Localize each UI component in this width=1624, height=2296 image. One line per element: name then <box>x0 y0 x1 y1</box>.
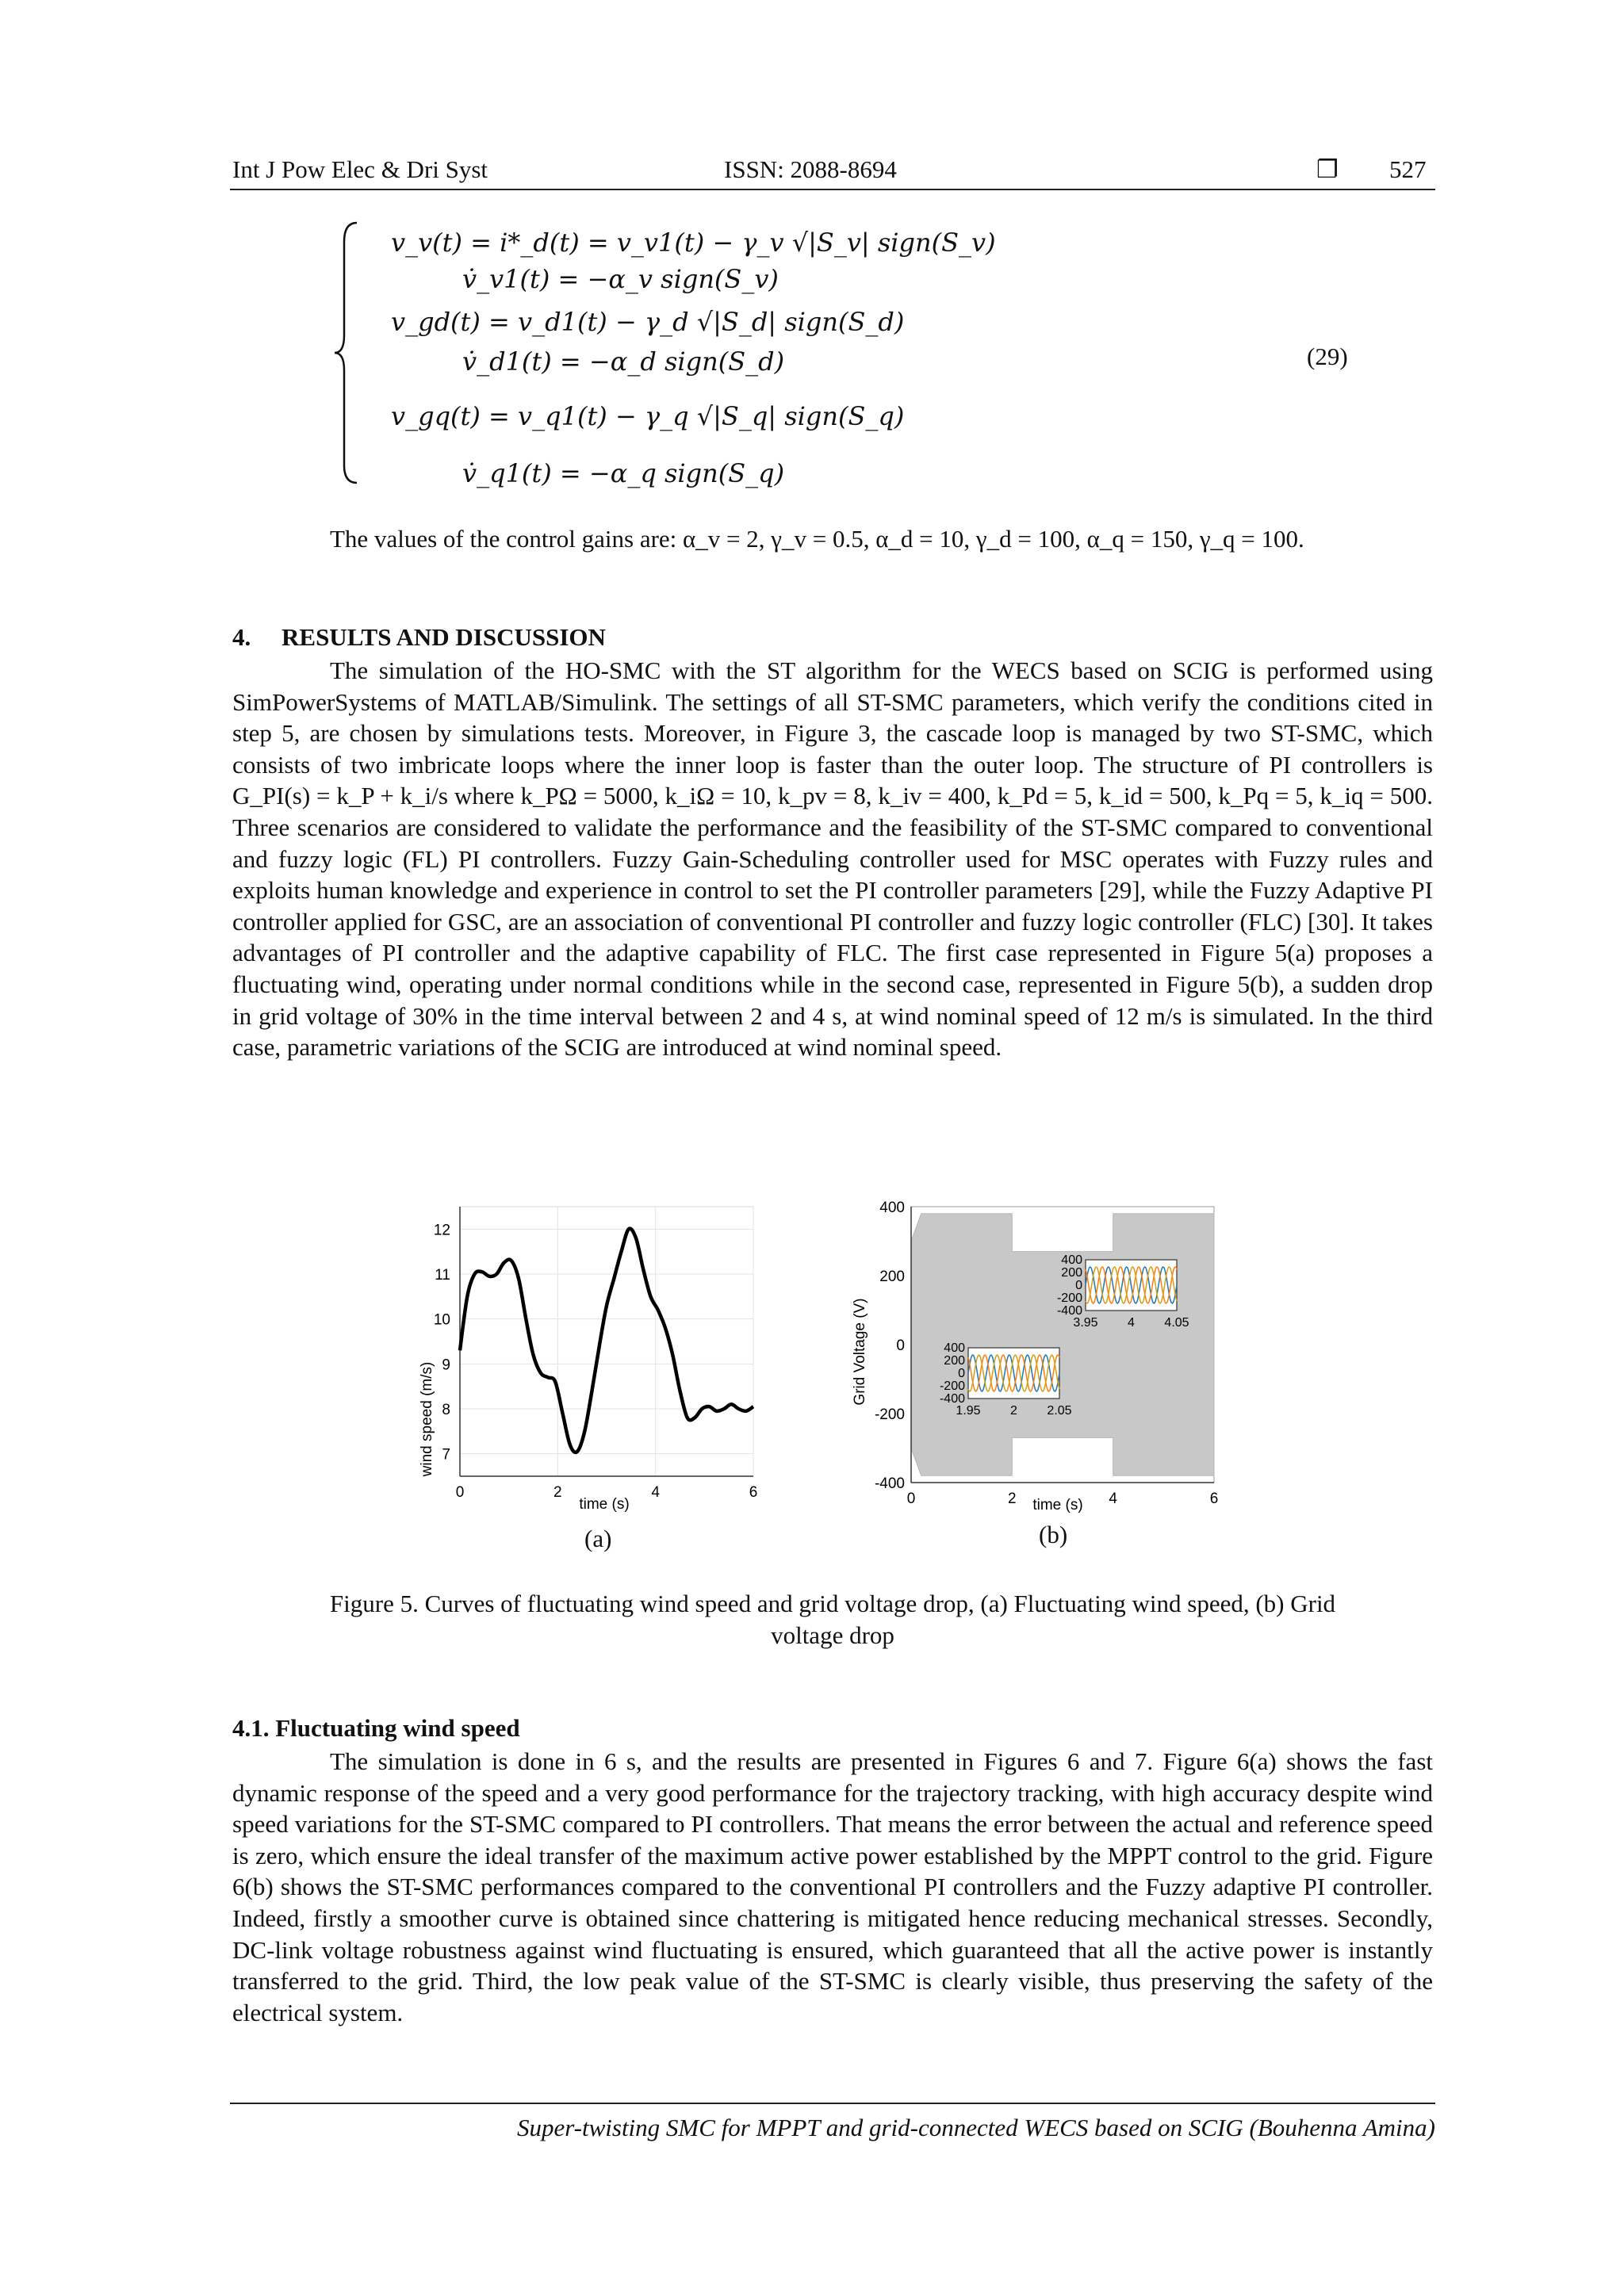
equation-line-2: v̇_v1(t) = −α_v sign(S_v) <box>462 264 779 294</box>
issn: ISSN: 2088-8694 <box>724 155 897 183</box>
wind-speed-y-tick-label: 7 <box>442 1446 450 1464</box>
grid-voltage-y-tick-label: -200 <box>874 1406 905 1423</box>
inset-y-tick-label: 200 <box>944 1354 965 1368</box>
wind-speed-y-tick-label: 12 <box>433 1222 450 1239</box>
equation-number: (29) <box>1307 342 1348 370</box>
wind-speed-x-tick-label: 6 <box>749 1484 758 1501</box>
inset-x-tick-label: 4.05 <box>1164 1316 1189 1330</box>
section-4-title: 4. RESULTS AND DISCUSSION <box>232 623 606 651</box>
wind-speed-x-tick-label: 2 <box>553 1484 562 1501</box>
page-number: 527 <box>1389 155 1427 183</box>
grid-voltage-y-tick-label: -400 <box>874 1475 905 1492</box>
section-4-1-paragraph: The simulation is done in 6 s, and the results are presented in Figures 6 and 7. Figure 6(a) shows the fast dynamic response of the speed and a very good performance for the trajectory tracking, with high accuracy despite wind speed variations for the ST-SMC compared to PI controllers. That means the error between the actual and reference speed is zero, which ensure the ideal transfer of the maximum active power established by the MPPT control to the grid. Figure 6(b) shows the ST-SMC performances compared to the conventional PI controllers and the Fuzzy adaptive PI controller. Indeed, firstly a smoother curve is obtained since chattering is mitigated hence reducing mechanical stresses. Secondly, DC-link voltage robustness against wind fluctuating is ensured, which guaranteed that all the active power is instantly transferred to the grid. Third, the low peak value of the ST-SMC is clearly visible, thus preserving the safety of the electrical system. <box>232 1747 1433 2026</box>
footer-text: Super-twisting SMC for MPPT and grid-connected WECS based on SCIG (Bouhenna Amina) <box>516 2114 1435 2141</box>
wind-speed-x-tick-label: 4 <box>651 1484 660 1501</box>
grid-voltage-x-tick-label: 4 <box>1109 1490 1117 1507</box>
equation-line-3: v_gd(t) = v_d1(t) − γ_d √|S_d| sign(S_d) <box>391 307 905 337</box>
header-rule <box>230 189 1435 190</box>
inset-y-tick-label: 400 <box>1061 1253 1082 1267</box>
panel-a-label: (a) <box>584 1525 612 1552</box>
wind-speed-chart <box>403 1189 776 1514</box>
grid-voltage-plot-group <box>875 1200 1218 1507</box>
grid-voltage-x-tick-label: 2 <box>1008 1490 1017 1507</box>
panel-b-label: (b) <box>1039 1521 1068 1548</box>
box-icon: ❐ <box>1316 155 1339 183</box>
wind-speed-x-tick-label: 0 <box>455 1484 465 1501</box>
inset-y-tick-label: 0 <box>958 1367 965 1380</box>
wind-speed-plot-group <box>434 1207 757 1501</box>
wind-speed-plot-area <box>460 1207 753 1476</box>
grid-voltage-xlabel: time (s) <box>1032 1497 1083 1513</box>
inset-y-tick-label: -400 <box>939 1392 965 1406</box>
grid-voltage-y-tick-label: 0 <box>896 1337 905 1354</box>
gains-sentence: The values of the control gains are: α_v = 2, γ_v = 0.5, α_d = 10, γ_d = 100, α_q = 150, γ_q = 100. <box>330 525 1304 553</box>
grid-voltage-x-tick-label: 0 <box>906 1490 916 1507</box>
footer-rule <box>230 2103 1435 2104</box>
equation-line-5: v_gq(t) = v_q1(t) − γ_q √|S_q| sign(S_q) <box>391 401 905 431</box>
grid-voltage-y-tick-label: 200 <box>879 1269 905 1285</box>
wind-speed-xlabel: time (s) <box>579 1496 630 1513</box>
inset-x-tick-label: 3.95 <box>1073 1316 1098 1330</box>
inset-y-tick-label: 400 <box>944 1341 965 1355</box>
inset-x-tick-label: 4 <box>1128 1316 1135 1330</box>
grid-voltage-ylabel: Grid Voltage (V) <box>852 1298 868 1406</box>
equation-line-4: v̇_d1(t) = −α_d sign(S_d) <box>462 346 785 377</box>
inset-y-tick-label: 200 <box>1061 1266 1082 1280</box>
wind-speed-y-tick-label: 11 <box>435 1267 450 1284</box>
inset-x-tick-label: 2.05 <box>1047 1404 1072 1418</box>
equation-brace <box>331 218 363 488</box>
inset-y-tick-label: -200 <box>1056 1292 1082 1305</box>
inset-y-tick-label: -200 <box>939 1380 965 1393</box>
wind-speed-ylabel: wind speed (m/s) <box>419 1361 435 1477</box>
equation-line-1: v_v(t) = i*_d(t) = v_v1(t) − γ_v √|S_v| sign(S_v) <box>391 228 996 258</box>
wind-speed-y-tick-label: 8 <box>442 1402 450 1418</box>
inset-x-tick-label: 1.95 <box>956 1404 981 1418</box>
wind-speed-y-tick-label: 9 <box>442 1357 450 1374</box>
grid-voltage-y-tick-label: 400 <box>879 1200 905 1216</box>
figure-5-caption-line-1: Figure 5. Curves of fluctuating wind speed and grid voltage drop, (a) Fluctuating wind speed, (b) Grid <box>329 1590 1336 1617</box>
inset-y-tick-label: -400 <box>1056 1304 1082 1318</box>
section-4-1-title: 4.1. Fluctuating wind speed <box>232 1714 520 1742</box>
equation-line-6: v̇_q1(t) = −α_q sign(S_q) <box>462 458 785 488</box>
grid-voltage-x-tick-label: 6 <box>1209 1490 1219 1507</box>
inset-x-tick-label: 2 <box>1010 1404 1017 1418</box>
section-4-paragraph: The simulation of the HO-SMC with the ST algorithm for the WECS based on SCIG is performed using SimPowerSystems of MATLAB/Simulink. The settings of all ST-SMC parameters, which verify the conditions cited in step 5, are chosen by simulations tests. Moreover, in Figure 3, the cascade loop is managed by two ST-SMC, which consists of two imbricate loops where the inner loop is faster than the outer loop. The structure of PI controllers is G_PI(s) = k_P + k_i/s where k_PΩ = 5000, k_iΩ = 10, k_pv = 8, k_iv = 400, k_Pd = 5, k_id = 500, k_Pq = 5, k_iq = 500. Three scenarios are considered to validate the performance and the feasibility of the ST-SMC compared to conventional and fuzzy logic (FL) PI controllers. Fuzzy Gain-Scheduling controller used for MSC operates with Fuzzy rules and exploits human knowledge and experience in control to set the PI controller parameters [29], while the Fuzzy Adaptive PI controller applied for GSC, are an association of conventional PI controller and fuzzy logic controller (FLC) [30]. It takes advantages of PI controller and the adaptive capability of FLC. The first case represented in Figure 5(a) proposes a fluctuating wind, operating under normal conditions while in the second case, represented in Figure 5(b), a sudden drop in grid voltage of 30% in the time interval between 2 and 4 s, at wind nominal speed of 12 m/s is simulated. In the third case, parametric variations of the SCIG are introduced at wind nominal speed. <box>232 656 1433 1062</box>
inset-y-tick-label: 0 <box>1075 1279 1082 1292</box>
wind-speed-y-tick-label: 10 <box>433 1311 450 1329</box>
journal-name: Int J Pow Elec & Dri Syst <box>232 155 488 183</box>
figure-5-caption-line-2: voltage drop <box>771 1621 894 1649</box>
grid-voltage-chart <box>845 1189 1226 1522</box>
